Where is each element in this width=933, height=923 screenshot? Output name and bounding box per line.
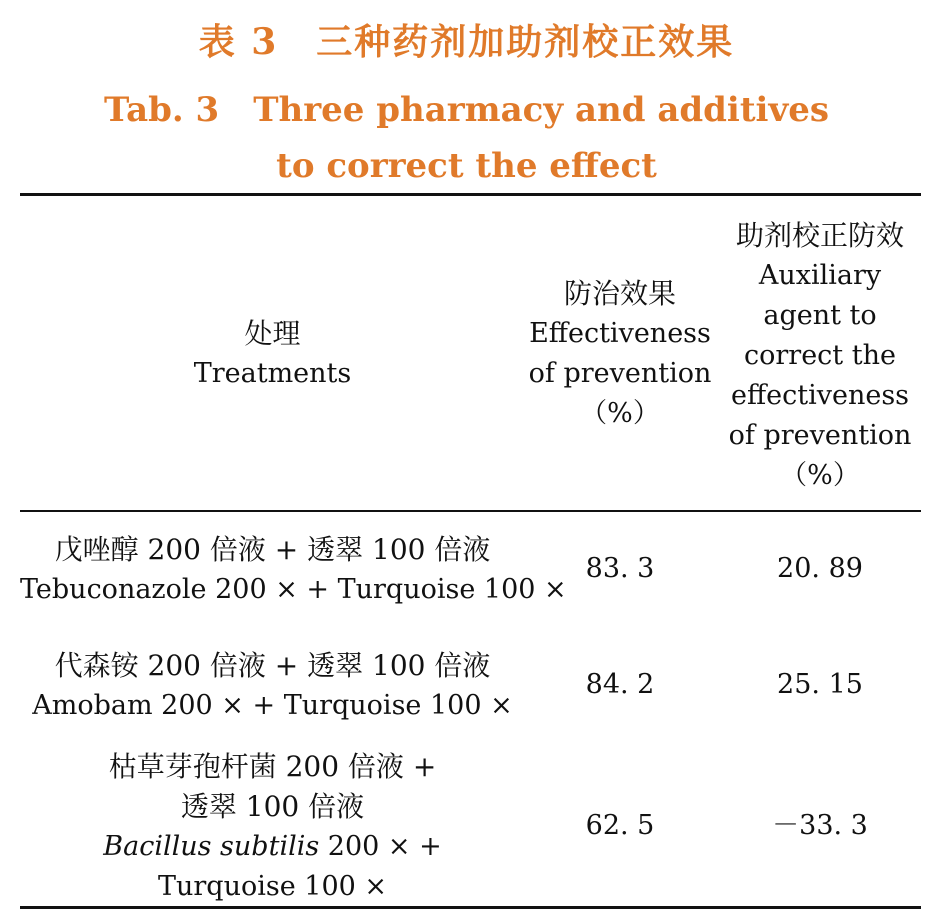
table-row-1-treatment (20, 530, 567, 610)
table-header-rule (20, 510, 921, 512)
header-treatments-cn: 处理 (244, 317, 301, 350)
table-row-2-treatment (20, 646, 525, 726)
table-bottom-rule (20, 906, 921, 909)
header-effectiveness-en2: of prevention (528, 358, 712, 389)
row-3-species-name: Bacillus subtilis (103, 831, 320, 862)
header-effectiveness-en1: Effectiveness (529, 318, 711, 349)
table-row-2-effectiveness: 84. 2 (585, 669, 655, 700)
header-effectiveness (525, 274, 715, 434)
row-3-treatment-en1-rest: 200 × + (319, 831, 442, 862)
header-treatments-en: Treatments (193, 358, 352, 389)
header-auxiliary-cn: 助剂校正防效 (735, 219, 904, 252)
row-1-treatment-en: Tebuconazole 200 × + Turquoise 100 × (20, 574, 567, 605)
table-top-rule (20, 193, 921, 196)
table-row-3-treatment (20, 747, 525, 907)
header-auxiliary-en4: effectiveness (730, 380, 910, 411)
row-3-treatment-en2: Turquoise 100 × (157, 871, 388, 902)
table-row-1-effectiveness: 83. 3 (585, 553, 655, 584)
table-row-3-auxiliary: －33. 3 (772, 810, 868, 841)
header-auxiliary (715, 216, 925, 496)
header-auxiliary-unit: （%） (780, 460, 860, 491)
header-auxiliary-en2: agent to (763, 300, 877, 331)
header-effectiveness-unit: （%） (580, 398, 660, 429)
row-2-treatment-en: Amobam 200 × + Turquoise 100 × (32, 690, 513, 721)
table-row-2-auxiliary: 25. 15 (777, 669, 863, 700)
table-caption-english-line2: to correct the effect (276, 146, 657, 186)
table-caption-english-line1: Tab. 3 Three pharmacy and additives (104, 90, 829, 130)
row-3-treatment-cn2: 透翠 100 倍液 (180, 790, 365, 823)
table-caption-chinese: 表 3 三种药剂加助剂校正效果 (198, 21, 735, 63)
header-treatments (20, 314, 525, 394)
row-3-treatment-cn1: 枯草芽孢杆菌 200 倍液 + (108, 750, 437, 783)
row-1-treatment-cn: 戊唑醇 200 倍液 + 透翠 100 倍液 (54, 533, 491, 566)
table-row-3-effectiveness: 62. 5 (585, 810, 655, 841)
header-effectiveness-cn: 防治效果 (563, 277, 676, 310)
row-2-treatment-cn: 代森铵 200 倍液 + 透翠 100 倍液 (54, 649, 491, 682)
header-auxiliary-en5: of prevention (728, 420, 912, 451)
header-auxiliary-en1: Auxiliary (758, 260, 882, 291)
header-auxiliary-en3: correct the (744, 340, 896, 371)
table-row-1-auxiliary: 20. 89 (777, 553, 863, 584)
row-3-treatment-en1 (20, 827, 525, 867)
